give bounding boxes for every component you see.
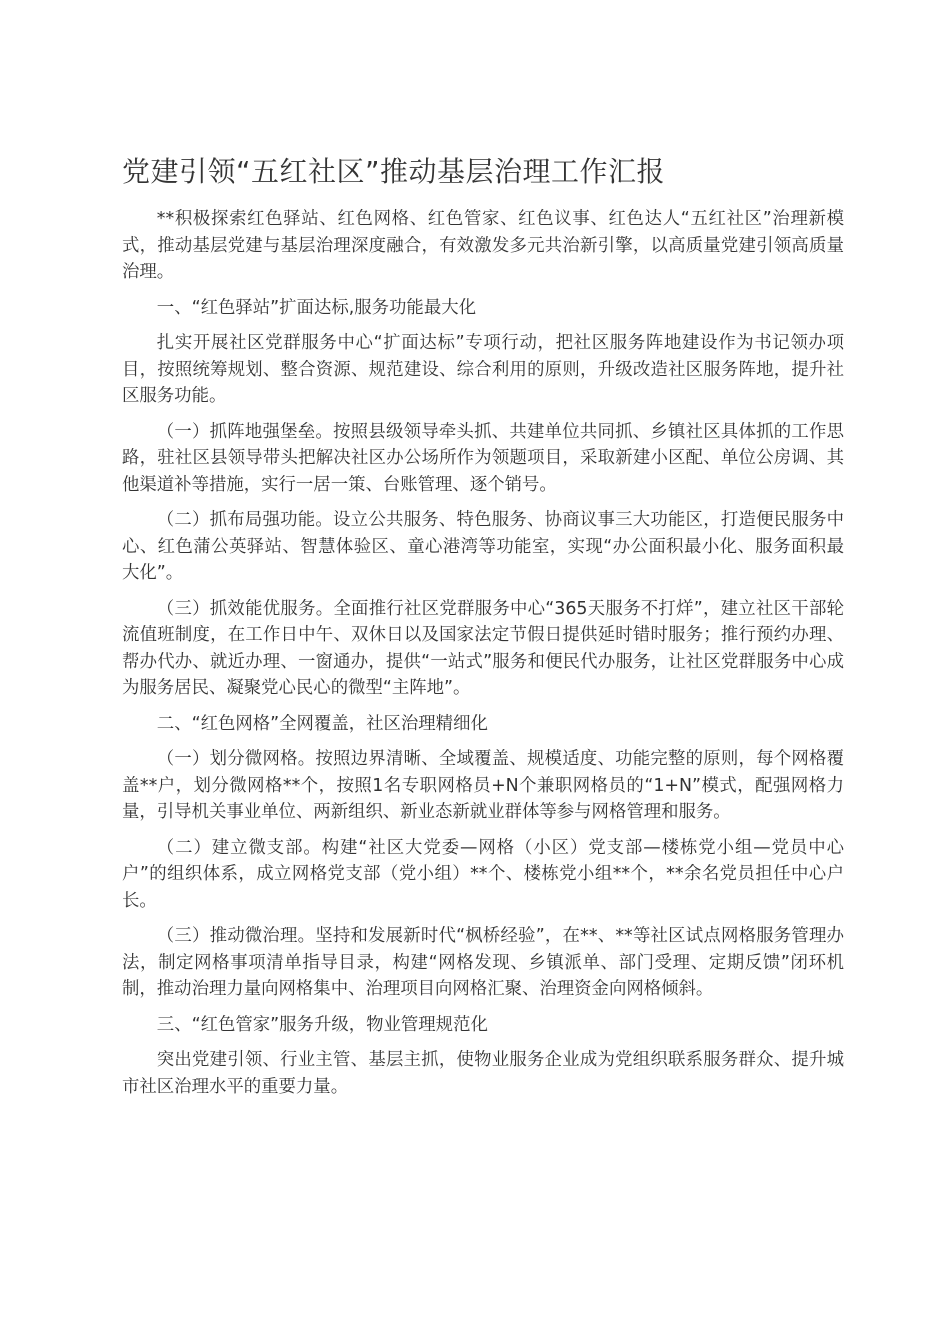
section-paragraph: （二）建立微支部。构建“社区大党委—网格（小区）党支部—楼栋党小组—党员中心户”的组织体系，成立网格党支部（党小组）**个、楼栋党小组**个，**余名党员担任中心户长。 bbox=[122, 837, 844, 911]
section-1 bbox=[122, 295, 844, 702]
section-heading: 二、“红色网格”全网覆盖，社区治理精细化 bbox=[156, 713, 488, 734]
section-2 bbox=[122, 711, 844, 1003]
document-body bbox=[122, 206, 844, 1109]
section-paragraph: （一）划分微网格。按照边界清晰、全域覆盖、规模适度、功能完整的原则，每个网格覆盖**户，划分微网格**个，按照1名专职网格员+N个兼职网格员的“1+N”模式，配强网格力量，引导机关事业单位、两新组织、新业态新就业群体等参与网格管理和服务。 bbox=[122, 749, 844, 822]
section-3 bbox=[122, 1012, 844, 1101]
section-paragraph: （三）推动微治理。坚持和发展新时代“枫桥经验”，在**、**等社区试点网格服务管理办法，制定网格事项清单指导目录，构建“网格发现、乡镇派单、部门受理、定期反馈”闭环机制，推动治理力量向网格集中、治理项目向网格汇聚、治理资金向网格倾斜。 bbox=[122, 926, 844, 999]
section-paragraph: 扎实开展社区党群服务中心“扩面达标”专项行动，把社区服务阵地建设作为书记领办项目，按照统筹规划、整合资源、规范建设、综合利用的原则，升级改造社区服务阵地，提升社区服务功能。 bbox=[122, 333, 844, 406]
section-heading: 一、“红色驿站”扩面达标,服务功能最大化 bbox=[156, 297, 476, 318]
section-paragraph: 突出党建引领、行业主管、基层主抓，使物业服务企业成为党组织联系服务群众、提升城市社区治理水平的重要力量。 bbox=[122, 1050, 844, 1097]
document-title: 党建引领“五红社区”推动基层治理工作汇报 bbox=[122, 155, 666, 188]
section-heading: 三、“红色管家”服务升级，物业管理规范化 bbox=[156, 1014, 488, 1035]
section-paragraph: （一）抓阵地强堡垒。按照县级领导牵头抓、共建单位共同抓、乡镇社区具体抓的工作思路，驻社区县领导带头把解决社区办公场所作为领题项目，采取新建小区配、单位公房调、其他渠道补等措施，实行一居一策、台账管理、逐个销号。 bbox=[122, 421, 844, 495]
section-paragraph: （二）抓布局强功能。设立公共服务、特色服务、协商议事三大功能区，打造便民服务中心、红色蒲公英驿站、智慧体验区、童心港湾等功能室，实现“办公面积最小化、服务面积最大化”。 bbox=[122, 510, 844, 583]
section-paragraph: （三）抓效能优服务。全面推行社区党群服务中心“365天服务不打烊”，建立社区干部轮流值班制度，在工作日中午、双休日以及国家法定节假日提供延时错时服务；推行预约办理、帮办代办、就近办理、一窗通办，提供“一站式”服务和便民代办服务，让社区党群服务中心成为服务居民、凝聚党心民心的微型“主阵地”。 bbox=[122, 598, 844, 698]
intro-paragraph: **积极探索红色驿站、红色网格、红色管家、红色议事、红色达人“五红社区”治理新模式，推动基层党建与基层治理深度融合，有效激发多元共治新引擎，以高质量党建引领高质量治理。 bbox=[122, 209, 844, 282]
